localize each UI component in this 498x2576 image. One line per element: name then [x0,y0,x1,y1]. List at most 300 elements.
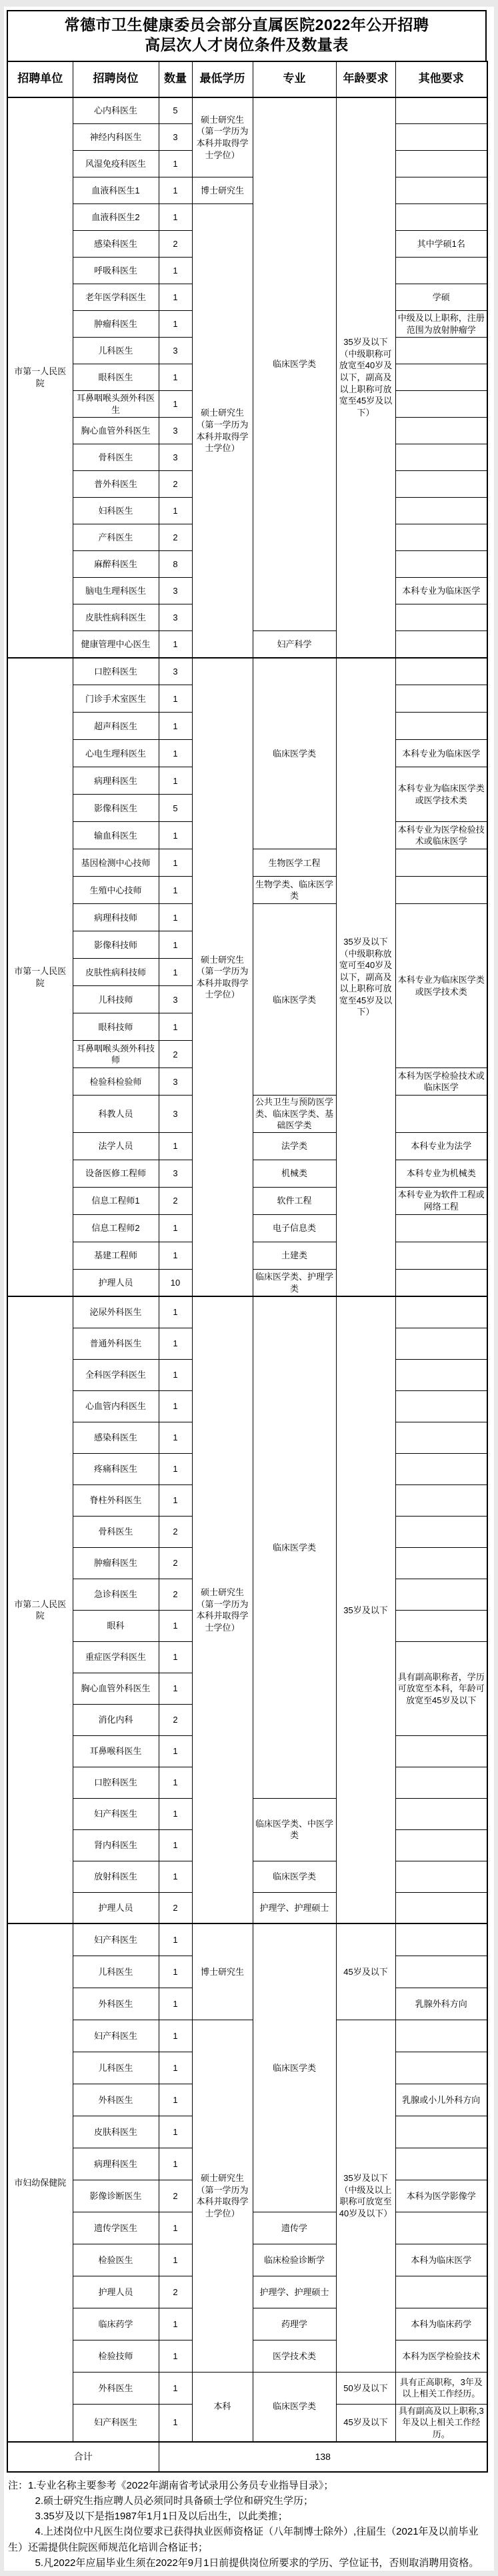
cell-post: 血液科医生1 [73,177,159,204]
cell-age: 35岁及以下（中级职称放宽可至40岁及以下，副高及以上职称可放宽至45岁及以下） [336,658,395,1297]
table-row [7,1296,487,1328]
cell-post: 法学人员 [73,1132,159,1160]
cell-count: 1 [159,311,192,338]
cell-post: 门诊手术室医生 [73,685,159,713]
cell-other [395,364,487,391]
cell-post: 超声科医生 [73,713,159,740]
table-row [7,204,487,231]
cell-count: 1 [159,1735,192,1767]
cell-post: 外科医生 [73,2372,159,2404]
cell-other: 学硕 [395,284,487,311]
cell-post: 消化内科 [73,1704,159,1735]
cell-other [395,1547,487,1579]
cell-post: 皮肤科医生 [73,2116,159,2148]
cell-age: 35岁及以下（中级及以上职称可放宽至40岁及以下） [336,2020,395,2372]
cell-major: 遗传学 [253,2212,336,2244]
cell-other [395,2276,487,2308]
total-value: 138 [159,2442,487,2472]
cell-post: 影像科技师 [73,931,159,959]
cell-count: 1 [159,1923,192,1956]
table-row [7,177,487,204]
cell-post: 生殖中心技师 [73,877,159,904]
cell-post: 皮肤性病科技师 [73,959,159,986]
cell-count: 1 [159,767,192,795]
cell-count: 1 [159,713,192,740]
cell-count: 1 [159,931,192,959]
cell-other [395,204,487,231]
cell-other [395,97,487,124]
cell-major: 临床医学类 [253,904,336,1096]
cell-other: 本科为临床医学 [395,2244,487,2276]
cell-count: 1 [159,391,192,418]
cell-post: 设备医修工程师 [73,1160,159,1187]
cell-count: 3 [159,604,192,631]
cell-count: 1 [159,1641,192,1673]
cell-count: 1 [159,877,192,904]
cell-other: 乳腺或小儿外科方向 [395,2084,487,2116]
cell-count: 3 [159,578,192,604]
cell-post: 普通外科医生 [73,1328,159,1359]
cell-other: 本科为医学检验技术 [395,2340,487,2372]
cell-count: 1 [159,631,192,658]
cell-post: 输血科医生 [73,822,159,849]
cell-post: 遗传学医生 [73,2212,159,2244]
cell-count: 3 [159,1160,192,1187]
cell-post: 信息工程师2 [73,1214,159,1242]
cell-other [395,124,487,151]
page-title-line1: 常德市卫生健康委员会部分直属医院2022年公开招聘 [64,16,429,33]
cell-major: 电子信息类 [253,1214,336,1242]
cell-count: 1 [159,151,192,177]
cell-post: 胸心血管外科医生 [73,1673,159,1704]
cell-post: 临床药学 [73,2308,159,2340]
header-cell: 招聘岗位 [73,61,159,97]
cell-count: 1 [159,1013,192,1041]
cell-count: 3 [159,658,192,685]
cell-post: 眼科技师 [73,1013,159,1041]
cell-count: 1 [159,2052,192,2084]
cell-other [395,1296,487,1328]
cell-count: 1 [159,1798,192,1829]
cell-other [395,1735,487,1767]
cell-unit: 市妇幼保健院 [7,1923,73,2441]
cell-post: 肿瘤科医生 [73,1547,159,1579]
header-cell: 招聘单位 [7,61,73,97]
cell-count: 5 [159,97,192,124]
cell-post: 急诊科医生 [73,1579,159,1610]
cell-post: 科教人员 [73,1096,159,1133]
cell-other: 本科专业为法学 [395,1132,487,1160]
cell-post: 信息工程师1 [73,1187,159,1214]
cell-age: 45岁及以下 [336,2404,395,2441]
cell-count: 2 [159,471,192,498]
cell-post: 护理人员 [73,1269,159,1296]
cell-other: 中级及以上职称，注册范围为放射肿瘤学 [395,311,487,338]
cell-post: 重症医学科医生 [73,1641,159,1673]
cell-post: 口腔科医生 [73,1767,159,1798]
document-page [4,7,494,2571]
cell-degree: 博士研究生 [192,1923,253,2020]
cell-degree: 硕士研究生（第一学历为本科并取得学士学位） [192,204,253,658]
cell-other [395,1484,487,1516]
cell-other [395,258,487,284]
cell-count: 1 [159,740,192,767]
cell-count: 1 [159,177,192,204]
cell-post: 感染科医生 [73,231,159,258]
cell-post: 脑电生理科医生 [73,578,159,604]
cell-other [395,631,487,658]
cell-other: 本科为临床药学 [395,2308,487,2340]
cell-post: 基因检测中心技师 [73,849,159,877]
cell-post: 脊柱外科医生 [73,1484,159,1516]
cell-major: 临床医学类、护理学类 [253,1269,336,1296]
cell-post: 全科医学科医生 [73,1359,159,1390]
cell-post: 眼科 [73,1610,159,1641]
table-row [7,97,487,124]
cell-other [395,1610,487,1641]
cell-count: 1 [159,1453,192,1484]
cell-other [395,2116,487,2148]
cell-other [395,177,487,204]
cell-post: 血液科医生2 [73,204,159,231]
cell-post: 呼吸科医生 [73,258,159,284]
cell-other [395,1328,487,1359]
cell-other [395,444,487,471]
cell-post: 心内科医生 [73,97,159,124]
cell-other: 本科专业为临床医学 [395,578,487,604]
cell-count: 10 [159,1269,192,1296]
cell-other [395,1767,487,1798]
cell-count: 2 [159,1547,192,1579]
cell-other: 本科专业为机械类 [395,1160,487,1187]
cell-count: 1 [159,1214,192,1242]
cell-other [395,1579,487,1610]
cell-unit: 市第二人民医院 [7,1296,73,1923]
cell-post: 心血管内科医生 [73,1390,159,1422]
header-cell: 年龄要求 [336,61,395,97]
cell-major: 临床医学类 [253,1923,336,2212]
cell-post: 影像诊断医生 [73,2180,159,2212]
cell-other [395,849,487,877]
header-row [7,61,487,97]
cell-other [395,471,487,498]
cell-other [395,1892,487,1923]
title-box [7,10,487,62]
cell-major: 临床医学类、中医学类 [253,1798,336,1861]
table-row [7,2020,487,2052]
cell-other [395,524,487,551]
cell-post: 外科医生 [73,1988,159,2020]
cell-other: 具有副高职称者，学历可放宽至本科，年龄可放宽至45岁及以下 [395,1641,487,1735]
cell-count: 2 [159,231,192,258]
cell-count: 1 [159,2116,192,2148]
cell-major: 生物学类、临床医学类 [253,877,336,904]
cell-count: 2 [159,1704,192,1735]
cell-count: 1 [159,822,192,849]
cell-age: 50岁及以下 [336,2372,395,2404]
cell-count: 2 [159,2180,192,2212]
cell-post: 感染科医生 [73,1422,159,1453]
cell-post: 耳鼻喉科医生 [73,1735,159,1767]
cell-other [395,338,487,364]
cell-other [395,1516,487,1547]
cell-other [395,551,487,578]
cell-count: 2 [159,524,192,551]
cell-post: 泌尿外科医生 [73,1296,159,1328]
cell-other [395,1798,487,1829]
cell-count: 3 [159,418,192,444]
cell-post: 妇产科医生 [73,1798,159,1829]
cell-major: 护理学、护理硕士 [253,2276,336,2308]
cell-count: 1 [159,1610,192,1641]
total-label: 合计 [7,2442,159,2472]
cell-count: 1 [159,2340,192,2372]
cell-age: 45岁及以下 [336,1923,395,2020]
cell-other [395,713,487,740]
cell-other [395,151,487,177]
notes-block [8,2478,485,2571]
header-cell: 其他要求 [395,61,487,97]
table-row [7,2372,487,2404]
cell-count: 1 [159,1956,192,1988]
cell-major: 临床医学类 [253,97,336,631]
cell-count: 1 [159,2148,192,2180]
cell-post: 儿科医生 [73,2052,159,2084]
cell-post: 病理科技师 [73,904,159,931]
table-row [7,1923,487,1956]
cell-post: 普外科医生 [73,471,159,498]
cell-post: 护理人员 [73,1892,159,1923]
cell-count: 1 [159,2244,192,2276]
cell-other [395,658,487,685]
cell-post: 心电生理科医生 [73,740,159,767]
cell-post: 肾内科医生 [73,1829,159,1861]
cell-count: 1 [159,959,192,986]
cell-post: 影像科医生 [73,795,159,822]
table-row [7,658,487,685]
cell-count: 1 [159,258,192,284]
cell-other [395,1269,487,1296]
cell-age: 35岁及以下（中级职称可放宽至40岁及以下，副高及以上职称可放宽至45岁及以下） [336,97,395,658]
cell-count: 1 [159,1767,192,1798]
cell-other [395,877,487,904]
cell-count: 1 [159,1328,192,1359]
note-line: 4.上述岗位中凡医生岗位要求已获得执业医师资格证（八年制博士除外）,往届生（2021年及以前毕业生）还需提供住院医师规范化培训合格证书； [8,2526,479,2553]
cell-post: 检验技师 [73,2340,159,2372]
cell-post: 妇产科医生 [73,1923,159,1956]
cell-count: 5 [159,795,192,822]
cell-count: 1 [159,1673,192,1704]
cell-major: 护理学、护理硕士 [253,1892,336,1923]
cell-post: 儿科医生 [73,1956,159,1988]
cell-degree: 硕士研究生（第一学历为本科并取得学士学位） [192,1296,253,1923]
cell-other [395,2148,487,2180]
cell-unit: 市第一人民医院 [7,97,73,658]
cell-post: 检验医生 [73,2244,159,2276]
cell-count: 1 [159,204,192,231]
cell-post: 儿科技师 [73,986,159,1013]
cell-major: 临床医学类 [253,1861,336,1892]
cell-count: 1 [159,1132,192,1160]
cell-count: 1 [159,1422,192,1453]
cell-post: 外科医生 [73,2084,159,2116]
cell-post: 病理科医生 [73,2148,159,2180]
cell-count: 1 [159,1242,192,1269]
cell-count: 2 [159,2276,192,2308]
cell-other [395,1390,487,1422]
cell-major: 药理学 [253,2308,336,2340]
cell-post: 儿科医生 [73,338,159,364]
cell-post: 健康管理中心医生 [73,631,159,658]
cell-count: 1 [159,904,192,931]
cell-post: 检验科检验师 [73,1068,159,1096]
cell-count: 1 [159,364,192,391]
page-title-line2: 高层次人才岗位条件及数量表 [145,35,349,53]
cell-count: 1 [159,1988,192,2020]
cell-major: 土建类 [253,1242,336,1269]
cell-count: 1 [159,1296,192,1328]
cell-count: 1 [159,2084,192,2116]
cell-post: 口腔科医生 [73,658,159,685]
cell-post: 麻醉科医生 [73,551,159,578]
cell-count: 3 [159,1068,192,1096]
cell-other [395,604,487,631]
cell-other [395,1422,487,1453]
cell-degree: 硕士研究生（第一学历为本科并取得学士学位） [192,658,253,1297]
cell-post: 产科医生 [73,524,159,551]
cell-major: 软件工程 [253,1187,336,1214]
cell-other: 本科专业为临床医学类或医学技术类 [395,904,487,1068]
header-cell: 最低学历 [192,61,253,97]
cell-count: 3 [159,986,192,1013]
cell-post: 基建工程师 [73,1242,159,1269]
recruitment-table [7,61,488,2473]
cell-count: 1 [159,1829,192,1861]
cell-post: 骨科医生 [73,444,159,471]
header-cell: 专业 [253,61,336,97]
cell-other: 具有副高及以上职称,3年及以上相关工作经历。 [395,2404,487,2441]
cell-post: 眼科医生 [73,364,159,391]
cell-other [395,1956,487,1988]
cell-degree: 博士研究生 [192,177,253,204]
cell-other: 本科专业为临床医学类或医学技术类 [395,767,487,822]
cell-post: 耳鼻咽喉头颈外科医生 [73,391,159,418]
cell-count: 1 [159,284,192,311]
cell-count: 1 [159,1390,192,1422]
cell-count: 1 [159,1861,192,1892]
cell-other: 本科为医学影像学 [395,2180,487,2212]
cell-other [395,498,487,524]
cell-unit: 市第一人民医院 [7,658,73,1297]
cell-post: 耳鼻咽喉头颈外科技师 [73,1041,159,1068]
cell-count: 1 [159,1484,192,1516]
cell-count: 1 [159,2372,192,2404]
cell-other: 本科为医学检验技术或临床医学 [395,1068,487,1096]
cell-count: 3 [159,338,192,364]
cell-post: 肿瘤科医生 [73,311,159,338]
cell-other: 乳腺外科方向 [395,1988,487,2020]
cell-post: 病理科医生 [73,767,159,795]
cell-post: 骨科医生 [73,1516,159,1547]
cell-post: 老年医学科医生 [73,284,159,311]
cell-post: 放射科医生 [73,1861,159,1892]
note-line: 注：1.专业名称主要参考《2022年湖南省考试录用公务员专业指导目录》； [8,2479,334,2491]
cell-count: 1 [159,2308,192,2340]
total-row [7,2442,487,2472]
cell-other [395,1096,487,1133]
cell-count: 1 [159,498,192,524]
cell-post: 妇产科医生 [73,2020,159,2052]
cell-count: 3 [159,124,192,151]
cell-count: 2 [159,1579,192,1610]
cell-degree: 硕士研究生（第一学历为本科并取得学士学位） [192,2020,253,2372]
cell-other [395,1214,487,1242]
cell-count: 2 [159,1041,192,1068]
cell-post: 神经内科医生 [73,124,159,151]
cell-major: 法学类 [253,1132,336,1160]
cell-other: 本科专业为软件工程或网络工程 [395,1187,487,1214]
cell-count: 3 [159,1096,192,1133]
header-cell: 数量 [159,61,192,97]
note-line: 5.凡2022年应届毕业生须在2022年9月1日前提供岗位所要求的学历、学位证书，否则取消聘用资格。 [35,2557,479,2569]
cell-other [395,418,487,444]
cell-count: 1 [159,685,192,713]
cell-other: 具有正高职称，3年及以上相关工作经历。 [395,2372,487,2404]
cell-post: 护理人员 [73,2276,159,2308]
cell-post: 疼痛科医生 [73,1453,159,1484]
cell-major: 妇产科学 [253,631,336,658]
cell-count: 2 [159,1892,192,1923]
cell-major: 生物医学工程 [253,849,336,877]
cell-post: 风湿免疫科医生 [73,151,159,177]
cell-count: 8 [159,551,192,578]
sheet [7,10,487,2571]
cell-major: 临床检验诊断学 [253,2244,336,2276]
cell-count: 1 [159,849,192,877]
cell-other [395,685,487,713]
cell-other: 本科专业为医学检验技术或临床医学 [395,822,487,849]
cell-count: 1 [159,2020,192,2052]
cell-post: 胸心血管外科医生 [73,418,159,444]
cell-other [395,1242,487,1269]
cell-major: 临床医学类 [253,1296,336,1798]
cell-other [395,2212,487,2244]
cell-other [395,1861,487,1892]
cell-other [395,391,487,418]
cell-count: 1 [159,2404,192,2441]
cell-other [395,1453,487,1484]
cell-other [395,1359,487,1390]
cell-other [395,1829,487,1861]
cell-major: 临床医学类 [253,658,336,849]
note-line: 2.硕士研究生指应聘人员必须同时具备硕士学位和研究生学历； [35,2495,314,2507]
table-body [7,97,487,2442]
cell-age: 35岁及以下 [336,1296,395,1923]
cell-post: 妇产科医生 [73,2404,159,2441]
cell-other [395,2020,487,2052]
cell-count: 3 [159,444,192,471]
cell-post: 妇科医生 [73,498,159,524]
cell-post: 皮肤性病科医生 [73,604,159,631]
cell-count: 2 [159,1187,192,1214]
cell-other [395,1923,487,1956]
cell-count: 1 [159,1359,192,1390]
cell-degree: 本科 [192,2372,253,2441]
cell-count: 1 [159,2212,192,2244]
note-line: 3.35岁及以下是指1987年1月1日及以后出生，以此类推； [35,2511,288,2523]
cell-other: 其中学硕1名 [395,231,487,258]
cell-major: 医学技术类 [253,2340,336,2372]
